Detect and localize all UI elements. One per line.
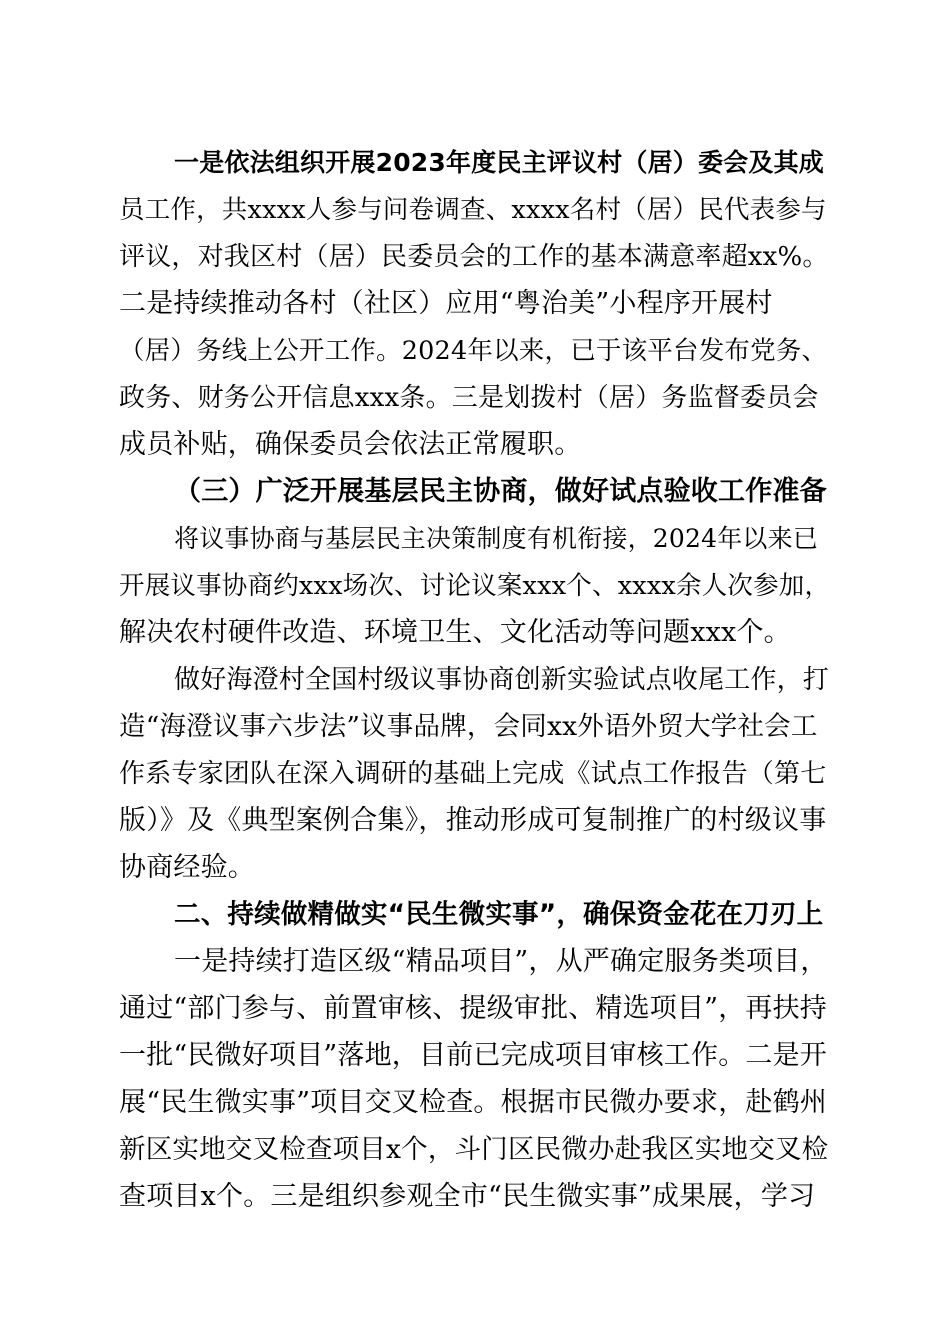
text-line: 做好海澄村全国村级议事协商创新实验试点收尾工作，打: [174, 665, 830, 695]
section-subheading: （三）广泛开展基层民主协商，做好试点验收工作准备: [174, 476, 827, 507]
text-line: 政务、财务公开信息xxx条。三是划拨村（居）务监督委员会: [119, 383, 819, 413]
text-line: 开展议事协商约xxx场次、讨论议案xxx个、xxxx余人次参加，: [119, 571, 831, 601]
text-line: 通过“部门参与、前置审核、提级审批、精选项目”，再扶持: [119, 993, 828, 1024]
text-line: 一是依法组织开展2023年度民主评议村（居）委会及其成: [174, 148, 824, 177]
section-heading: 二、持续做精做实“民生微实事”，确保资金花在刀刃上: [174, 899, 824, 930]
text-line: 成员补贴，确保委员会依法正常履职。: [119, 429, 582, 460]
text-line: 员工作，共xxxx人参与问卷调查、xxxx名村（居）民代表参与: [119, 195, 827, 225]
text-line: 新区实地交叉检查项目x个，斗门区民微办赴我区实地交叉检: [119, 1134, 829, 1165]
text-line: 将议事协商与基层民主决策制度有机衔接，2024年以来已: [174, 524, 819, 553]
text-line: （居）务线上公开工作。2024年以来，已于该平台发布党务、: [119, 336, 828, 366]
text-line: 版）》及《典型案例合集》，推动形成可复制推广的村级议事: [119, 805, 827, 836]
text-line: 评议，对我区村（居）民委员会的工作的基本满意率超xx%。: [119, 242, 829, 272]
text-line: 作系专家团队在深入调研的基础上完成《试点工作报告（第七: [119, 759, 827, 789]
text-line: 二是持续推动各村（社区）应用“粤治美”小程序开展村: [119, 288, 773, 319]
text-line: 解决农村硬件改造、环境卫生、文化活动等问题xxx个。: [119, 617, 791, 648]
text-line: 造“海澄议事六步法”议事品牌，会同xx外语外贸大学社会工: [119, 711, 818, 742]
text-line: 展“民生微实事”项目交叉检查。根据市民微办要求，赴鹤州: [119, 1087, 828, 1118]
text-line: 一批“民微好项目”落地，目前已完成项目审核工作。二是开: [119, 1040, 828, 1071]
text-line: 协商经验。: [119, 852, 255, 883]
text-line: 一是持续打造区级“精品项目”，从严确定服务类项目，: [174, 946, 828, 977]
text-line: 查项目x个。三是组织参观全市“民生微实事”成果展，学习: [119, 1181, 816, 1212]
